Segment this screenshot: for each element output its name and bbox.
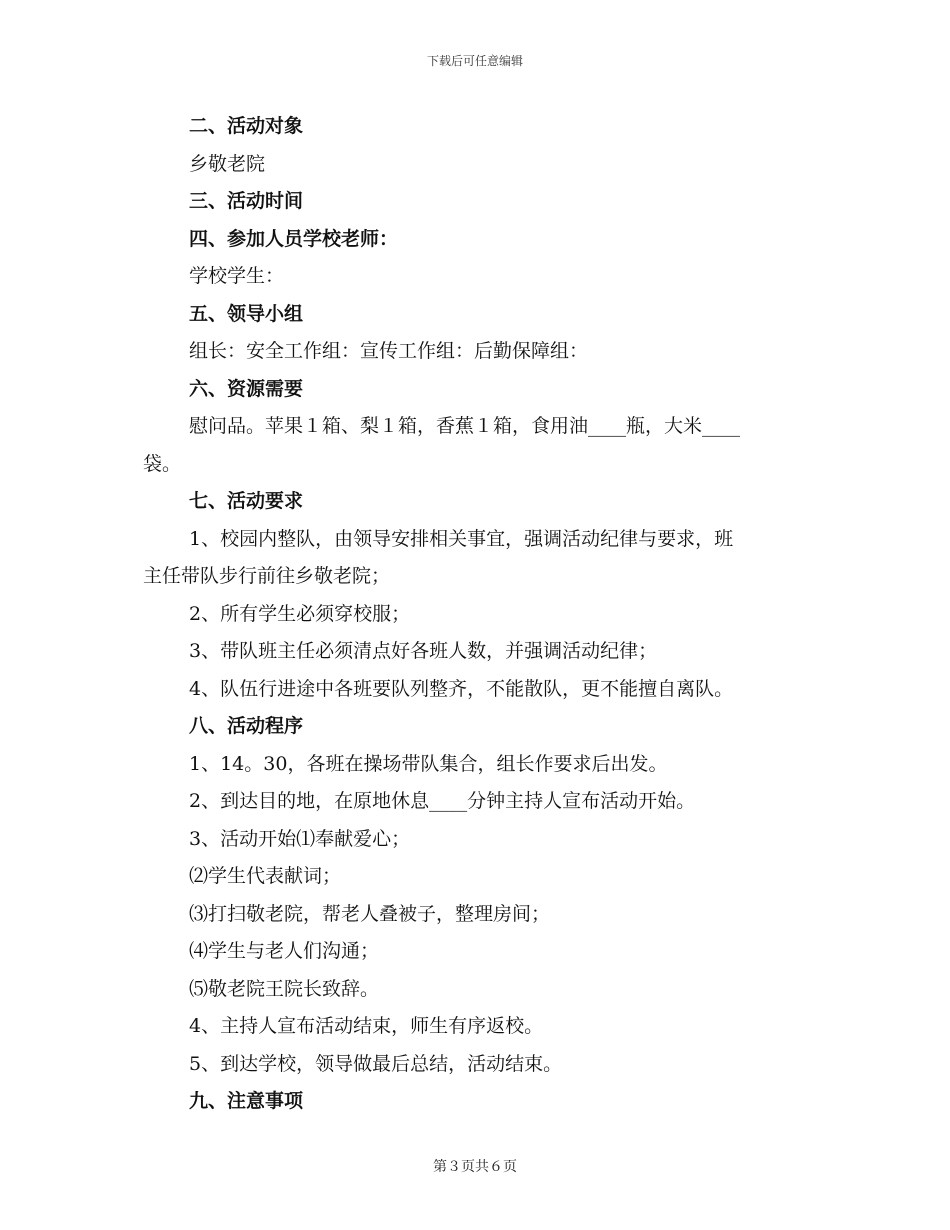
section-heading-notes: 九、注意事项 bbox=[189, 1090, 304, 1112]
procedure-substep-2: ⑵学生代表献词； bbox=[189, 865, 342, 887]
requirement-1-line-2: 主任带队步行前往乡敬老院； bbox=[143, 565, 391, 587]
procedure-substep-3: ⑶打扫敬老院，帮老人叠被子，整理房间； bbox=[189, 902, 551, 925]
resources-line-2: 袋。 bbox=[143, 452, 182, 475]
procedure-substep-5: ⑸敬老院王院长致辞。 bbox=[189, 977, 380, 1000]
document-body bbox=[143, 108, 810, 1121]
procedure-step-5: 5、到达学校，领导做最后总结，活动结束。 bbox=[189, 1052, 563, 1075]
procedure-substep-4: ⑷学生与老人们沟通； bbox=[189, 940, 380, 962]
resources-line-1: 慰问品。苹果１箱、梨１箱，香蕉１箱，食用油____瓶，大米____ bbox=[189, 415, 741, 437]
target-text: 乡敬老院 bbox=[189, 152, 266, 175]
leadership-groups: 组长：安全工作组：宣传工作组：后勤保障组： bbox=[189, 340, 589, 362]
requirement-1-line-1: 1、校园内整队，由领导安排相关事宜，强调活动纪律与要求，班 bbox=[189, 527, 734, 550]
requirement-2: 2、所有学生必须穿校服； bbox=[189, 602, 411, 625]
procedure-step-4: 4、主持人宣布活动结束，师生有序返校。 bbox=[189, 1015, 544, 1037]
section-heading-procedure: 八、活动程序 bbox=[189, 715, 304, 737]
procedure-step-3: 3、活动开始⑴奉献爱心； bbox=[189, 827, 411, 850]
page-header: 下载后可任意编辑 bbox=[426, 54, 523, 68]
requirement-4: 4、队伍行进途中各班要队列整齐，不能散队，更不能擅自离队。 bbox=[189, 677, 734, 700]
section-heading-leadership: 五、领导小组 bbox=[189, 302, 304, 325]
section-heading-target: 二、活动对象 bbox=[189, 115, 304, 137]
procedure-step-1: 1、14。30，各班在操场带队集合，组长作要求后出发。 bbox=[189, 752, 668, 775]
page-footer: 第３页共６页 bbox=[433, 1159, 517, 1175]
requirement-3: 3、带队班主任必须清点好各班人数，并强调活动纪律； bbox=[189, 640, 658, 662]
section-heading-resources: 六、资源需要 bbox=[189, 377, 304, 400]
participants-students: 学校学生： bbox=[189, 265, 285, 287]
section-heading-requirements: 七、活动要求 bbox=[189, 490, 304, 512]
procedure-step-2: 2、到达目的地，在原地休息____分钟主持人宣布活动开始。 bbox=[189, 790, 696, 812]
section-heading-time: 三、活动时间 bbox=[189, 190, 304, 212]
section-heading-participants: 四、参加人员学校老师： bbox=[189, 227, 399, 250]
